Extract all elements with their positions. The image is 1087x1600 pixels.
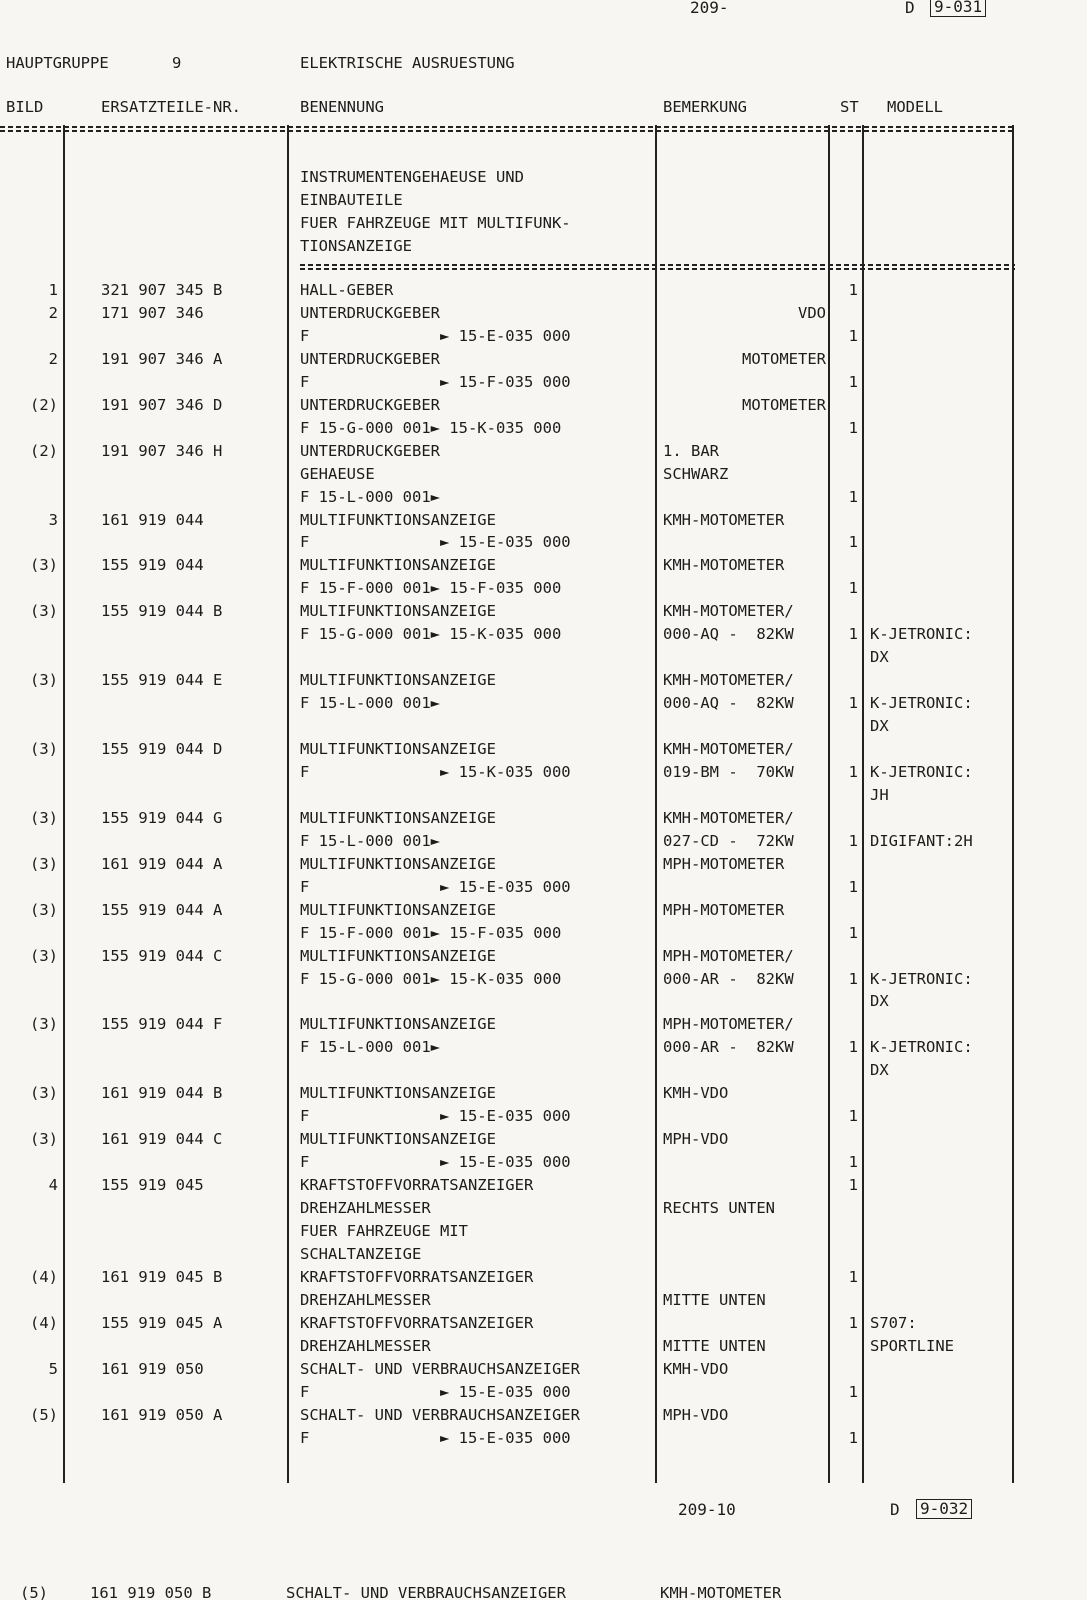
cell-remark: KMH-MOTOMETER <box>663 556 785 575</box>
cell-qty: 1 <box>848 969 858 988</box>
cell-part-number: 191 907 346 H <box>101 441 223 460</box>
cell-part-number: 161 919 044 <box>101 510 204 529</box>
cell-bild: (3) <box>30 854 58 873</box>
cell-qty: 1 <box>848 877 858 896</box>
col-name: BENENNUNG <box>300 98 384 116</box>
cell-name: MULTIFUNKTIONSANZEIGE <box>300 556 496 575</box>
cell-remark-right: VDO <box>798 303 826 322</box>
col-bild: BILD <box>6 98 44 116</box>
section-heading-line: INSTRUMENTENGEHAEUSE UND <box>300 168 524 186</box>
section-rule <box>300 263 1015 271</box>
cell-bild: (4) <box>30 1267 58 1286</box>
cell-model: K-JETRONIC: <box>870 1038 973 1057</box>
cell-name: DREHZAHLMESSER <box>300 1336 431 1355</box>
group-number: 9 <box>172 54 182 72</box>
cell-bild: (3) <box>30 1130 58 1149</box>
cell-model: JH <box>870 785 889 804</box>
cell-bild: (3) <box>30 556 58 575</box>
cell-qty: 1 <box>848 1176 858 1195</box>
cell-qty: 1 <box>848 923 858 942</box>
cell-name: F ► 15-E-035 000 <box>300 1428 571 1447</box>
cell-remark: 1. BAR <box>663 441 719 460</box>
col-qty: ST <box>840 98 859 116</box>
cell-remark: 000-AR - 82KW <box>663 969 794 988</box>
cell-name: SCHALT- UND VERBRAUCHSANZEIGER <box>300 1405 580 1424</box>
cell-qty: 1 <box>848 1313 858 1332</box>
col-remark: BEMERKUNG <box>663 98 747 116</box>
cell-name: MULTIFUNKTIONSANZEIGE <box>300 808 496 827</box>
cell-qty: 1 <box>848 533 858 552</box>
cell-part-number: 321 907 345 B <box>101 281 223 299</box>
cell-remark: KMH-MOTOMETER/ <box>663 740 794 758</box>
cell-bild: (3) <box>30 1084 58 1103</box>
cell-remark: 000-AQ - 82KW <box>663 625 794 644</box>
cell-remark-right: MOTOMETER <box>742 349 826 368</box>
column-divider <box>287 125 289 1483</box>
cell-model: K-JETRONIC: <box>870 694 973 713</box>
cell-part-number: 191 907 346 A <box>101 349 223 368</box>
group-title: ELEKTRISCHE AUSRUESTUNG <box>300 54 515 72</box>
cell-remark: MPH-MOTOMETER <box>663 900 785 919</box>
cell-name: UNTERDRUCKGEBER <box>300 395 440 414</box>
cell-name: UNTERDRUCKGEBER <box>300 441 440 460</box>
cell-name: UNTERDRUCKGEBER <box>300 303 440 322</box>
cell-part-number: 161 919 044 A <box>101 854 223 873</box>
cell-name: MULTIFUNKTIONSANZEIGE <box>300 740 496 758</box>
cell-bild: 4 <box>48 1176 58 1195</box>
cell-part-number: 155 919 044 E <box>101 671 223 690</box>
next-page-number: 209-10 <box>678 1500 736 1519</box>
cell-bild: (3) <box>30 671 58 690</box>
cell-name: F ► 15-E-035 000 <box>300 533 571 552</box>
cell-bild: (3) <box>30 602 58 621</box>
cell-name: F ► 15-E-035 000 <box>300 1107 571 1126</box>
group-label: HAUPTGRUPPE <box>6 54 109 72</box>
cell-part-number: 161 919 050 <box>101 1359 204 1378</box>
cell-part-number: 155 919 044 D <box>101 740 223 758</box>
cell-name: MULTIFUNKTIONSANZEIGE <box>300 1015 496 1034</box>
cell-name: KRAFTSTOFFVORRATSANZEIGER <box>300 1176 534 1195</box>
cell-model: K-JETRONIC: <box>870 762 973 781</box>
cell-remark: MITTE UNTEN <box>663 1336 766 1355</box>
cell-model: DIGIFANT:2H <box>870 831 973 850</box>
cell-qty: 1 <box>848 487 858 506</box>
cell-remark: KMH-VDO <box>663 1084 729 1103</box>
cell-name: F 15-L-000 001► <box>300 487 440 506</box>
page-reference: 9-031 <box>930 0 986 17</box>
cell-bild: (3) <box>30 1015 58 1034</box>
cell-model: S707: <box>870 1313 917 1332</box>
cell-remark: MPH-VDO <box>663 1130 729 1149</box>
cell-bild: (3) <box>30 900 58 919</box>
cut-row-part: 161 919 050 B <box>90 1584 212 1600</box>
cell-part-number: 161 919 044 C <box>101 1130 223 1149</box>
column-divider <box>1012 125 1014 1483</box>
cell-name: KRAFTSTOFFVORRATSANZEIGER <box>300 1313 534 1332</box>
cut-row-bild: (5) <box>20 1584 48 1600</box>
cell-name: F 15-F-000 001► 15-F-035 000 <box>300 579 562 598</box>
cell-bild: (2) <box>30 395 58 414</box>
cell-part-number: 155 919 044 C <box>101 946 223 965</box>
cell-model: K-JETRONIC: <box>870 969 973 988</box>
cell-part-number: 155 919 044 F <box>101 1015 223 1034</box>
cell-bild: (2) <box>30 441 58 460</box>
cell-name: HALL-GEBER <box>300 281 394 299</box>
cell-remark: MITTE UNTEN <box>663 1290 766 1309</box>
cell-part-number: 155 919 045 <box>101 1176 204 1195</box>
cell-qty: 1 <box>848 831 858 850</box>
cell-remark: MPH-VDO <box>663 1405 729 1424</box>
cell-name: MULTIFUNKTIONSANZEIGE <box>300 602 496 621</box>
cell-name: F 15-L-000 001► <box>300 694 440 713</box>
cell-remark: MPH-MOTOMETER/ <box>663 1015 794 1034</box>
cut-row-remark: KMH-MOTOMETER <box>660 1584 782 1600</box>
cell-part-number: 171 907 346 <box>101 303 204 322</box>
cell-name: DREHZAHLMESSER <box>300 1199 431 1217</box>
cell-name: MULTIFUNKTIONSANZEIGE <box>300 1130 496 1149</box>
cell-qty: 1 <box>848 1038 858 1057</box>
cell-qty: 1 <box>848 694 858 713</box>
cell-qty: 1 <box>848 418 858 437</box>
cell-qty: 1 <box>848 326 858 345</box>
cell-name: F 15-G-000 001► 15-K-035 000 <box>300 625 562 644</box>
cell-qty: 1 <box>848 281 858 299</box>
cell-part-number: 155 919 044 B <box>101 602 223 621</box>
cell-part-number: 191 907 346 D <box>101 395 223 414</box>
cell-part-number: 161 919 045 B <box>101 1267 223 1286</box>
cell-remark: KMH-MOTOMETER/ <box>663 808 794 827</box>
cell-name: SCHALTANZEIGE <box>300 1244 422 1263</box>
cell-name: F ► 15-F-035 000 <box>300 372 571 391</box>
cell-part-number: 161 919 050 A <box>101 1405 223 1424</box>
cell-remark: 000-AQ - 82KW <box>663 694 794 713</box>
cell-name: KRAFTSTOFFVORRATSANZEIGER <box>300 1267 534 1286</box>
cell-remark: SCHWARZ <box>663 464 729 483</box>
cell-name: SCHALT- UND VERBRAUCHSANZEIGER <box>300 1359 580 1378</box>
language-code: D <box>905 0 915 17</box>
cell-remark: 000-AR - 82KW <box>663 1038 794 1057</box>
cell-name: F ► 15-E-035 000 <box>300 877 571 896</box>
cell-remark: MPH-MOTOMETER <box>663 854 785 873</box>
cell-name: F 15-L-000 001► <box>300 831 440 850</box>
cell-bild: (4) <box>30 1313 58 1332</box>
cell-qty: 1 <box>848 625 858 644</box>
cell-name: MULTIFUNKTIONSANZEIGE <box>300 900 496 919</box>
cell-bild: (3) <box>30 946 58 965</box>
cell-remark-right: MOTOMETER <box>742 395 826 414</box>
cell-qty: 1 <box>848 1382 858 1401</box>
cell-remark: KMH-VDO <box>663 1359 729 1378</box>
cell-remark: KMH-MOTOMETER <box>663 510 785 529</box>
cell-name: F 15-F-000 001► 15-F-035 000 <box>300 923 562 942</box>
cell-remark: KMH-MOTOMETER/ <box>663 671 794 690</box>
cell-bild: 1 <box>48 281 58 299</box>
section-heading-line: FUER FAHRZEUGE MIT MULTIFUNK- <box>300 214 571 232</box>
cell-bild: 2 <box>48 303 58 322</box>
cell-name: MULTIFUNKTIONSANZEIGE <box>300 946 496 965</box>
cell-part-number: 155 919 045 A <box>101 1313 223 1332</box>
cell-model: K-JETRONIC: <box>870 625 973 644</box>
cell-qty: 1 <box>848 762 858 781</box>
cell-remark: MPH-MOTOMETER/ <box>663 946 794 965</box>
cell-qty: 1 <box>848 372 858 391</box>
cell-name: F 15-L-000 001► <box>300 1038 440 1057</box>
col-part-no: ERSATZTEILE-NR. <box>101 98 241 116</box>
cell-remark: KMH-MOTOMETER/ <box>663 602 794 621</box>
page-number: 209- <box>690 0 729 17</box>
cell-model: SPORTLINE <box>870 1336 954 1355</box>
cell-name: F ► 15-E-035 000 <box>300 326 571 345</box>
cell-remark: RECHTS UNTEN <box>663 1199 775 1217</box>
cell-qty: 1 <box>848 1107 858 1126</box>
cell-model: DX <box>870 1061 889 1080</box>
cell-name: F ► 15-E-035 000 <box>300 1153 571 1172</box>
cell-name: GEHAEUSE <box>300 464 375 483</box>
cell-name: F 15-G-000 001► 15-K-035 000 <box>300 969 562 988</box>
cell-bild: 3 <box>48 510 58 529</box>
cell-bild: (3) <box>30 740 58 758</box>
section-heading-line: EINBAUTEILE <box>300 191 403 209</box>
cell-remark: 027-CD - 72KW <box>663 831 794 850</box>
cell-name: DREHZAHLMESSER <box>300 1290 431 1309</box>
cell-part-number: 155 919 044 G <box>101 808 223 827</box>
section-heading-line: TIONSANZEIGE <box>300 237 412 255</box>
column-divider <box>862 125 864 1483</box>
cut-row-name: SCHALT- UND VERBRAUCHSANZEIGER <box>286 1584 566 1600</box>
cell-bild: (5) <box>30 1405 58 1424</box>
cell-name: UNTERDRUCKGEBER <box>300 349 440 368</box>
cell-qty: 1 <box>848 1428 858 1447</box>
cell-name: MULTIFUNKTIONSANZEIGE <box>300 671 496 690</box>
cell-name: F 15-G-000 001► 15-K-035 000 <box>300 418 562 437</box>
cell-qty: 1 <box>848 1153 858 1172</box>
cell-name: F ► 15-E-035 000 <box>300 1382 571 1401</box>
cell-qty: 1 <box>848 1267 858 1286</box>
cell-bild: (3) <box>30 808 58 827</box>
cell-name: MULTIFUNKTIONSANZEIGE <box>300 854 496 873</box>
cell-bild: 5 <box>48 1359 58 1378</box>
cell-name: F ► 15-K-035 000 <box>300 762 571 781</box>
next-page-reference: 9-032 <box>916 1499 972 1519</box>
col-model: MODELL <box>887 98 943 116</box>
cell-remark: 019-BM - 70KW <box>663 762 794 781</box>
cell-qty: 1 <box>848 579 858 598</box>
cell-model: DX <box>870 717 889 736</box>
cell-part-number: 155 919 044 <box>101 556 204 575</box>
next-language-code: D <box>890 1500 900 1519</box>
cell-part-number: 155 919 044 A <box>101 900 223 919</box>
cell-model: DX <box>870 648 889 667</box>
column-divider <box>63 125 65 1483</box>
cell-bild: 2 <box>48 349 58 368</box>
cell-part-number: 161 919 044 B <box>101 1084 223 1103</box>
cell-name: MULTIFUNKTIONSANZEIGE <box>300 1084 496 1103</box>
cell-model: DX <box>870 992 889 1011</box>
column-divider <box>655 125 657 1483</box>
next-page-row <box>0 1580 1087 1600</box>
cell-name: MULTIFUNKTIONSANZEIGE <box>300 510 496 529</box>
cell-name: FUER FAHRZEUGE MIT <box>300 1221 468 1240</box>
